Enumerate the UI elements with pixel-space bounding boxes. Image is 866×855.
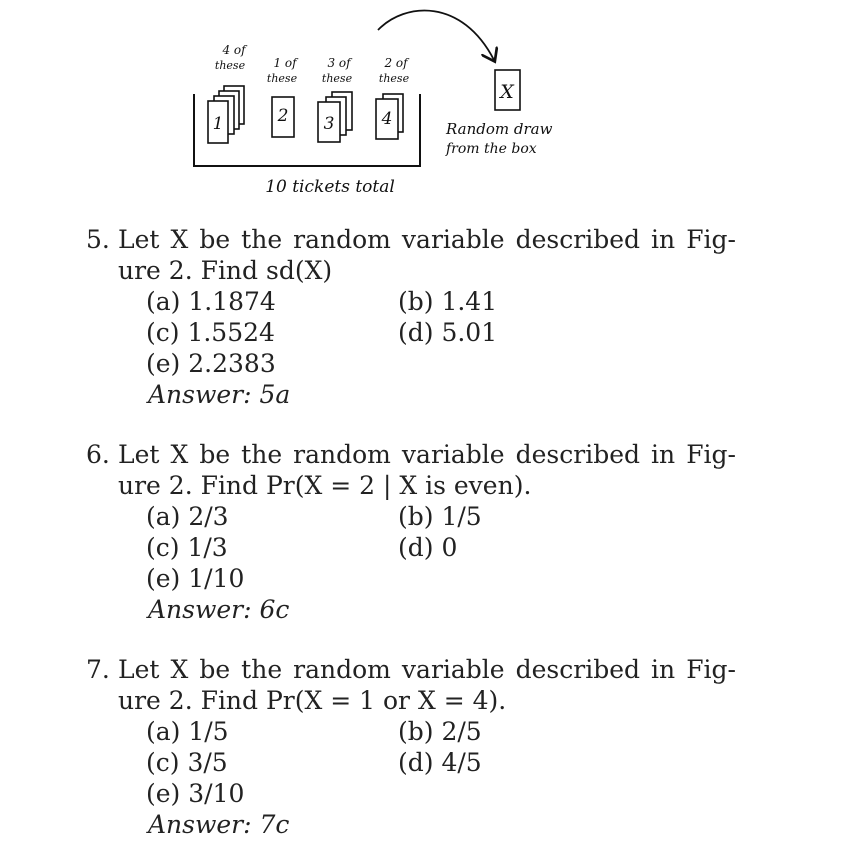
problem-number: 7. xyxy=(86,655,110,684)
problem-stem-line1: Let X be the random variable described in Fig- xyxy=(118,655,736,684)
problem-6 xyxy=(86,439,736,625)
problem-stem-line2: ure 2. Find sd(X) xyxy=(118,256,333,285)
count-label: 3 of xyxy=(327,56,351,70)
problem-number: 6. xyxy=(86,440,110,469)
choice-d[interactable]: (d) 4/5 xyxy=(398,748,482,777)
choice-a[interactable]: (a) 1/5 xyxy=(146,717,229,746)
ticket-label: 3 xyxy=(323,114,335,134)
ticket-stack-2 xyxy=(272,97,294,137)
drawn-ticket-label: X xyxy=(500,81,514,103)
choice-b[interactable]: (b) 2/5 xyxy=(398,717,482,746)
choice-d[interactable]: (d) 0 xyxy=(398,533,458,562)
choices xyxy=(86,501,736,594)
count-label: these xyxy=(321,72,353,85)
choice-b[interactable]: (b) 1/5 xyxy=(398,502,482,531)
problem-stem-line2: ure 2. Find Pr(X = 2 | X is even). xyxy=(118,471,532,500)
answer: Answer: 5a xyxy=(148,380,291,409)
ticket-label: 1 xyxy=(212,114,224,134)
count-label: these xyxy=(214,59,246,72)
choice-e[interactable]: (e) 2.2383 xyxy=(146,349,276,378)
problem-7 xyxy=(86,654,736,840)
count-label: these xyxy=(378,72,410,85)
count-label: these xyxy=(266,72,298,85)
choice-e[interactable]: (e) 3/10 xyxy=(146,779,245,808)
count-label: 1 of xyxy=(273,56,297,70)
problem-number: 5. xyxy=(86,225,110,254)
draw-caption: from the box xyxy=(446,141,537,157)
ticket-label: 4 xyxy=(381,109,393,129)
choices xyxy=(86,286,736,379)
count-label: 4 of xyxy=(222,43,246,57)
choice-c[interactable]: (c) 3/5 xyxy=(146,748,228,777)
choices xyxy=(86,716,736,809)
choice-a[interactable]: (a) 2/3 xyxy=(146,502,229,531)
answer: Answer: 7c xyxy=(148,810,290,839)
box-caption: 10 tickets total xyxy=(265,177,395,197)
choice-c[interactable]: (c) 1.5524 xyxy=(146,318,275,347)
problem-5 xyxy=(86,224,736,410)
problem-stem-line2: ure 2. Find Pr(X = 1 or X = 4). xyxy=(118,686,507,715)
choice-d[interactable]: (d) 5.01 xyxy=(398,318,498,347)
drawn-ticket xyxy=(495,70,520,110)
choice-e[interactable]: (e) 1/10 xyxy=(146,564,245,593)
answer: Answer: 6c xyxy=(148,595,290,624)
draw-caption: Random draw xyxy=(446,120,553,138)
problem-stem-line1: Let X be the random variable described in Fig- xyxy=(118,440,736,469)
ticket-label: 2 xyxy=(277,106,289,126)
problem-stem-line1: Let X be the random variable described in Fig- xyxy=(118,225,736,254)
ticket-stack-1 xyxy=(208,86,244,143)
choice-c[interactable]: (c) 1/3 xyxy=(146,533,228,562)
ticket-stack-3 xyxy=(318,92,352,142)
ticket-stack-4 xyxy=(376,94,403,139)
draw-arrow xyxy=(378,11,494,60)
choice-b[interactable]: (b) 1.41 xyxy=(398,287,498,316)
count-label: 2 of xyxy=(384,56,408,70)
choice-a[interactable]: (a) 1.1874 xyxy=(146,287,276,316)
ticket-box-figure xyxy=(0,0,866,215)
